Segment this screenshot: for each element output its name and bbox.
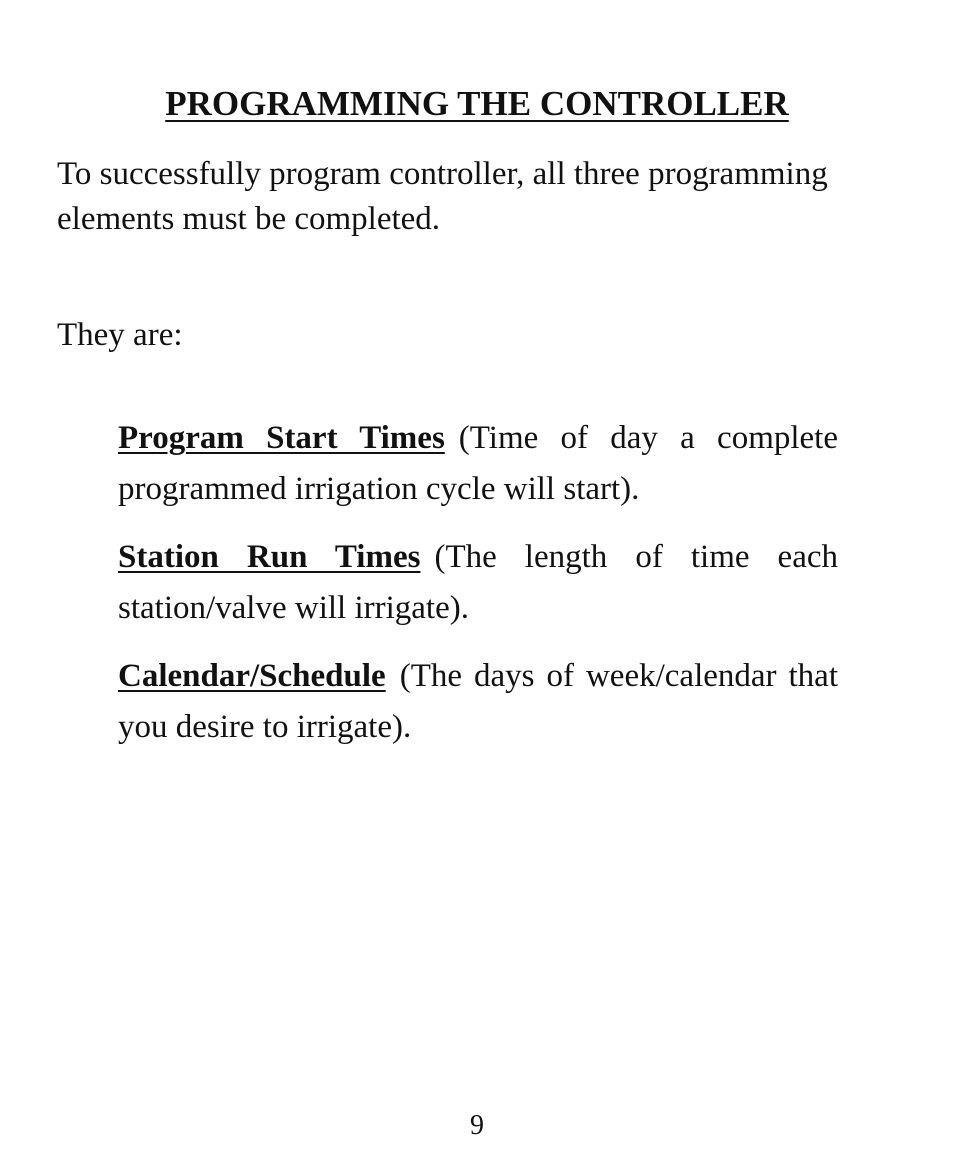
intro-paragraph: To successfully program controller, all three programming elements must be completed. [57, 156, 828, 237]
element-term-station-run-times: Station Run Times [118, 539, 421, 575]
list-item [118, 532, 838, 634]
element-term-program-start-times: Program Start Times [118, 420, 445, 456]
page-number: 9 [470, 1110, 484, 1141]
programming-elements-list [118, 413, 838, 770]
lead-in-text: They are: [57, 317, 183, 353]
element-term-calendar-schedule: Calendar/Schedule [118, 658, 386, 694]
element-description: (The length of time each station/valve will irrigate). [118, 539, 838, 626]
page-heading [0, 80, 954, 128]
element-description: (The days of week/calendar that you desire to irrigate). [118, 658, 838, 745]
list-item [118, 413, 838, 515]
list-item [118, 651, 838, 753]
page-heading-text: PROGRAMMING THE CONTROLLER [165, 84, 789, 123]
element-description: (Time of day a complete programmed irrigation cycle will start). [118, 420, 838, 507]
